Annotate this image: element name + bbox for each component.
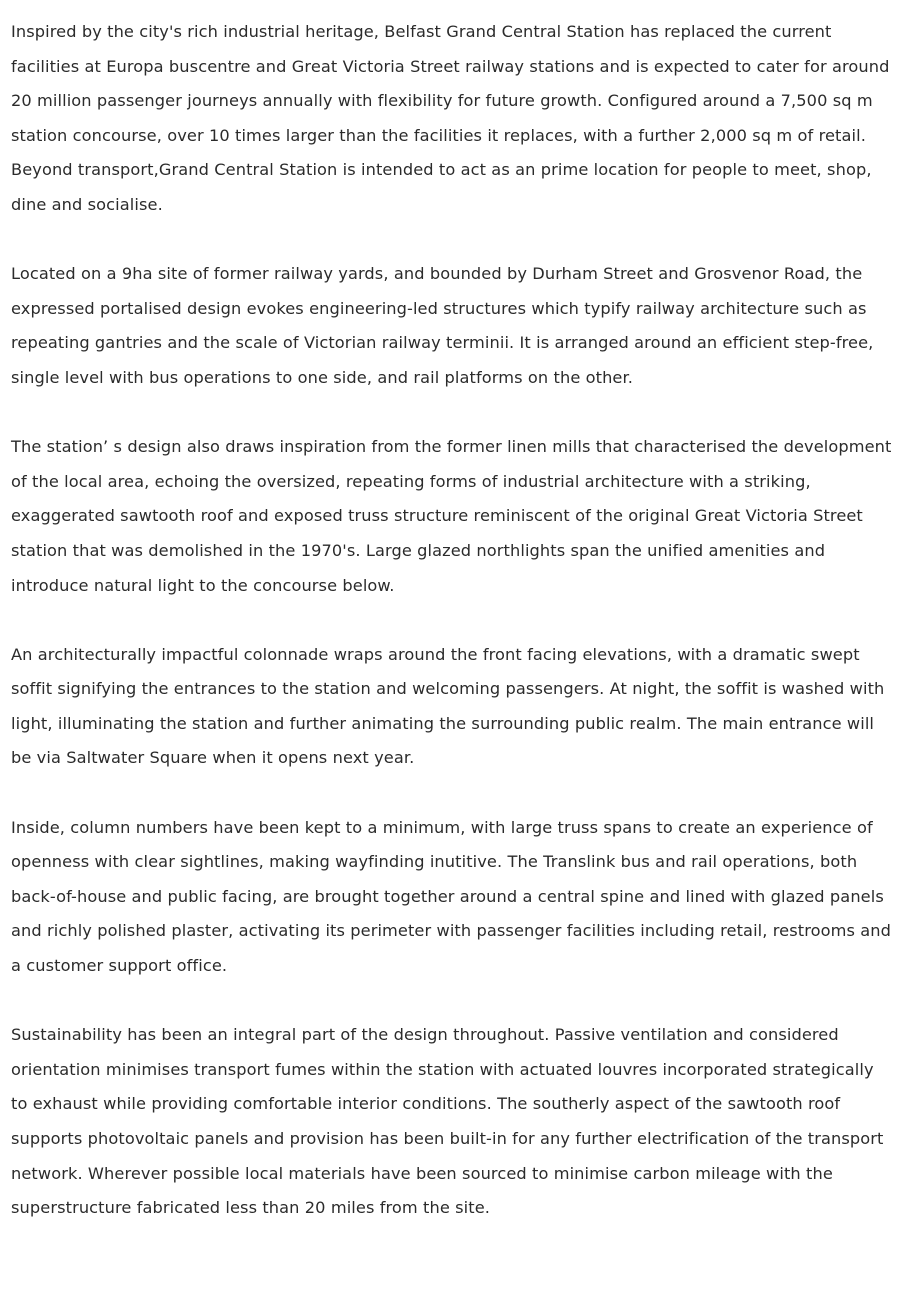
paragraph-linen-mills: The station’ s design also draws inspiration from the former linen mills that characterised the development of the local area, echoing the oversized, repeating forms of industrial architecture with a striking, exaggerated sawtooth roof and exposed truss structure reminiscent of the original Great Victoria Street station that was demolished in the 1970's. Large glazed northlights span the unified amenities and introduce natural light to the concourse below.	[11, 437, 892, 595]
paragraph-heritage: Inspired by the city's rich industrial heritage, Belfast Grand Central Station has replaced the current facilities at Europa buscentre and Great Victoria Street railway stations and is expected to cater for around 20 million passenger journeys annually with flexibility for future growth. Configured around a 7,500 sq m station concourse, over 10 times larger than the facilities it replaces, with a further 2,000 sq m of retail. Beyond transport,Grand Central Station is intended to act as an prime location for people to meet, shop, dine and socialise.	[11, 22, 890, 214]
paragraph-sustainability: Sustainability has been an integral part of the design throughout. Passive ventilation and considered orientation minimises transport fumes within the station with actuated louvres incorporated strategically to exhaust while providing comfortable interior conditions. The southerly aspect of the sawtooth roof supports photovoltaic panels and provision has been built-in for any further electrification of the transport network. Wherever possible local materials have been sourced to minimise carbon mileage with the superstructure fabricated less than 20 miles from the site.	[11, 1025, 884, 1218]
article-body	[11, 15, 893, 1226]
paragraph-interior: Inside, column numbers have been kept to a minimum, with large truss spans to create an experience of openness with clear sightlines, making wayfinding inutitive. The Translink bus and rail operations, both back-of-house and public facing, are brought together around a central spine and lined with glazed panels and richly polished plaster, activating its perimeter with passenger facilities including retail, restrooms and a customer support office.	[11, 817, 892, 976]
paragraph-site: Located on a 9ha site of former railway yards, and bounded by Durham Street and Grosvenor Road, the expressed portalised design evokes engineering-led structures which typify railway architecture such as repeating gantries and the scale of Victorian railway terminii. It is arranged around an efficient step-free, single level with bus operations to one side, and rail platforms on the other.	[11, 264, 874, 387]
paragraph-colonnade: An architecturally impactful colonnade wraps around the front facing elevations, with a dramatic swept soffit signifying the entrances to the station and welcoming passengers. At night, the soffit is washed with light, illuminating the station and further animating the surrounding public realm. The main entrance will be via Saltwater Square when it opens next year.	[11, 644, 885, 768]
